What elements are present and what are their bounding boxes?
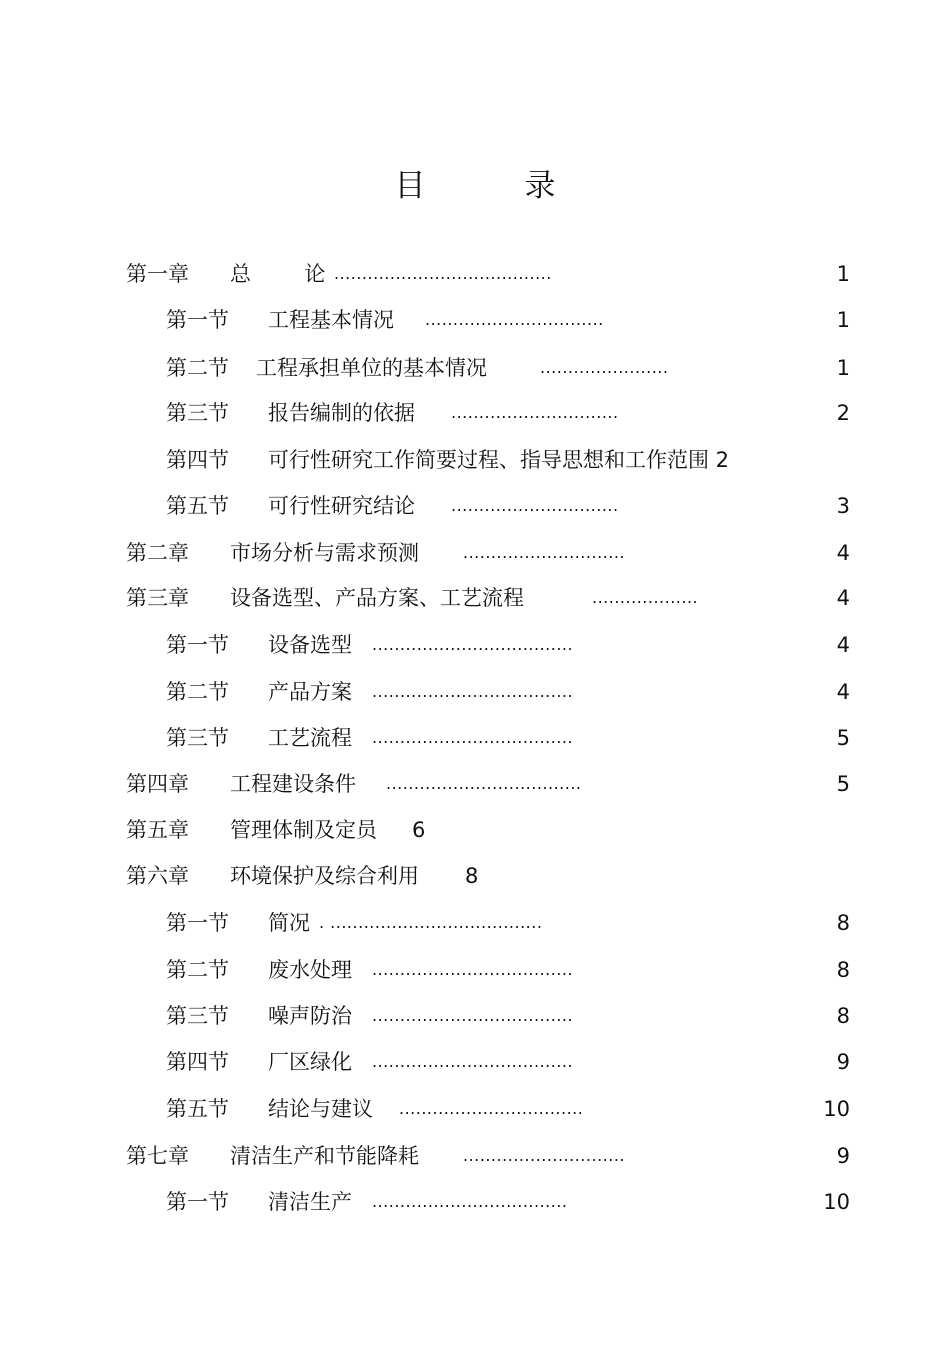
toc-entry-label: 第一节: [166, 911, 229, 935]
toc-entry-title: 清洁生产和节能降耗: [230, 1144, 419, 1168]
toc-page-number: 8: [836, 958, 850, 982]
toc-entry-title: 工程建设条件: [230, 772, 356, 796]
toc-entry-title: 工艺流程: [268, 726, 352, 750]
toc-entry-label: 第三章: [126, 586, 189, 610]
toc-entry-title: 噪声防治: [268, 1004, 352, 1028]
toc-entry-title: 总 论: [230, 262, 326, 286]
toc-entry-title: 简况: [268, 911, 310, 935]
toc-entry-label: 第一节: [166, 308, 229, 332]
toc-entry-title: 清洁生产: [268, 1190, 352, 1214]
toc-page-number: 8: [836, 1004, 850, 1028]
toc-entry-label: 第四节: [166, 448, 229, 472]
toc-entry-label: 第三节: [166, 401, 229, 425]
toc-entry-label: 第二节: [166, 356, 229, 380]
toc-page-number: 10: [823, 1097, 850, 1121]
toc-entry[interactable]: [0, 1001, 950, 1031]
toc-leader-dots: .............................: [463, 1146, 625, 1165]
toc-entry-title: 市场分析与需求预测: [230, 541, 419, 565]
toc-page-number: 1: [836, 308, 850, 332]
toc-leader-dots: ....................................: [372, 682, 574, 701]
toc-page-number: 8: [836, 911, 850, 935]
toc-entry-inline-page: 6: [412, 818, 426, 842]
toc-entry-label: 第五节: [166, 494, 229, 518]
toc-entry[interactable]: [0, 630, 950, 660]
toc-entry[interactable]: [0, 353, 950, 383]
toc-entry-title: 设备选型、产品方案、工艺流程: [230, 586, 524, 610]
toc-entry-title: 设备选型: [268, 633, 352, 657]
toc-entry-label: 第二节: [166, 680, 229, 704]
toc-entry[interactable]: [0, 908, 950, 938]
toc-entry-title: 厂区绿化: [268, 1050, 352, 1074]
toc-entry-title: 工程基本情况: [268, 308, 394, 332]
toc-entry[interactable]: [0, 491, 950, 521]
toc-entry-label: 第三节: [166, 726, 229, 750]
toc-entry[interactable]: [0, 723, 950, 753]
toc-entry-title: 工程承担单位的基本情况: [256, 356, 487, 380]
toc-entry-label: 第五节: [166, 1097, 229, 1121]
toc-entry[interactable]: [0, 305, 950, 335]
toc-leader-dots: ................................: [425, 310, 604, 329]
toc-leader-dots: ....................................: [372, 960, 574, 979]
toc-entry-title: 报告编制的依据: [268, 401, 415, 425]
toc-entry-title: 可行性研究工作简要过程、指导思想和工作范围 2: [268, 448, 730, 472]
toc-leader-dots: ...................................: [372, 1192, 568, 1211]
toc-leader-dots: ....................................: [372, 728, 574, 747]
toc-page-number: 4: [836, 633, 850, 657]
toc-leader-dots: ....................................: [372, 1006, 574, 1025]
toc-leader-dots: ...................: [592, 588, 699, 607]
toc-entry-label: 第二章: [126, 541, 189, 565]
toc-entry[interactable]: [0, 259, 950, 289]
toc-entry-title: 废水处理: [268, 958, 352, 982]
toc-entry-label: 第四节: [166, 1050, 229, 1074]
toc-entry-label: 第五章: [126, 818, 189, 842]
toc-entry-label: 第一节: [166, 1190, 229, 1214]
toc-entry-label: 第二节: [166, 958, 229, 982]
toc-entry[interactable]: [0, 815, 950, 845]
toc-entry-title: 结论与建议: [268, 1097, 373, 1121]
toc-entry-title: 可行性研究结论: [268, 494, 415, 518]
toc-entry[interactable]: [0, 955, 950, 985]
toc-entry[interactable]: [0, 538, 950, 568]
toc-entry[interactable]: [0, 1094, 950, 1124]
toc-entry-label: 第三节: [166, 1004, 229, 1028]
toc-entry[interactable]: [0, 583, 950, 613]
toc-entry[interactable]: [0, 1141, 950, 1171]
toc-page-number: 4: [836, 680, 850, 704]
toc-entry[interactable]: [0, 1047, 950, 1077]
toc-leader-dots: ....................................: [372, 1052, 574, 1071]
page-title: 目 录: [394, 168, 590, 204]
toc-entry[interactable]: [0, 861, 950, 891]
toc-entry-label: 第一节: [166, 633, 229, 657]
toc-page-number: 5: [836, 726, 850, 750]
toc-page-number: 9: [836, 1144, 850, 1168]
toc-entry-title: 管理体制及定员: [230, 818, 377, 842]
toc-page-number: 10: [823, 1190, 850, 1214]
toc-leader-dots: ..............................: [451, 496, 619, 515]
toc-page-number: 5: [836, 772, 850, 796]
toc-entry-inline-page: 8: [465, 864, 479, 888]
toc-page-number: 4: [836, 586, 850, 610]
toc-leader-dots: ...................................: [386, 774, 582, 793]
toc-entry-label: 第六章: [126, 864, 189, 888]
toc-leader-dots: .......................................: [334, 264, 552, 283]
toc-entry-label: 第七章: [126, 1144, 189, 1168]
toc-page-number: 4: [836, 541, 850, 565]
toc-entry-title: 环境保护及综合利用: [230, 864, 419, 888]
toc-entry[interactable]: [0, 1187, 950, 1217]
toc-entry[interactable]: [0, 769, 950, 799]
toc-entry-title: 产品方案: [268, 680, 352, 704]
toc-page-number: 9: [836, 1050, 850, 1074]
toc-leader-dots: ..............................: [451, 403, 619, 422]
toc-page-number: 1: [836, 356, 850, 380]
toc-leader-dots: ....................................: [372, 635, 574, 654]
toc-leader-dots: .............................: [463, 543, 625, 562]
toc-entry[interactable]: [0, 398, 950, 428]
toc-entry[interactable]: [0, 445, 950, 475]
toc-page-number: 2: [836, 401, 850, 425]
toc-entry[interactable]: [0, 677, 950, 707]
toc-leader-dots: . ......................................: [319, 913, 543, 932]
toc-leader-dots: .................................: [399, 1099, 584, 1118]
toc-page-number: 3: [836, 494, 850, 518]
toc-entry-label: 第一章: [126, 262, 189, 286]
toc-page-number: 1: [836, 262, 850, 286]
toc-leader-dots: .......................: [540, 358, 669, 377]
toc-entry-label: 第四章: [126, 772, 189, 796]
